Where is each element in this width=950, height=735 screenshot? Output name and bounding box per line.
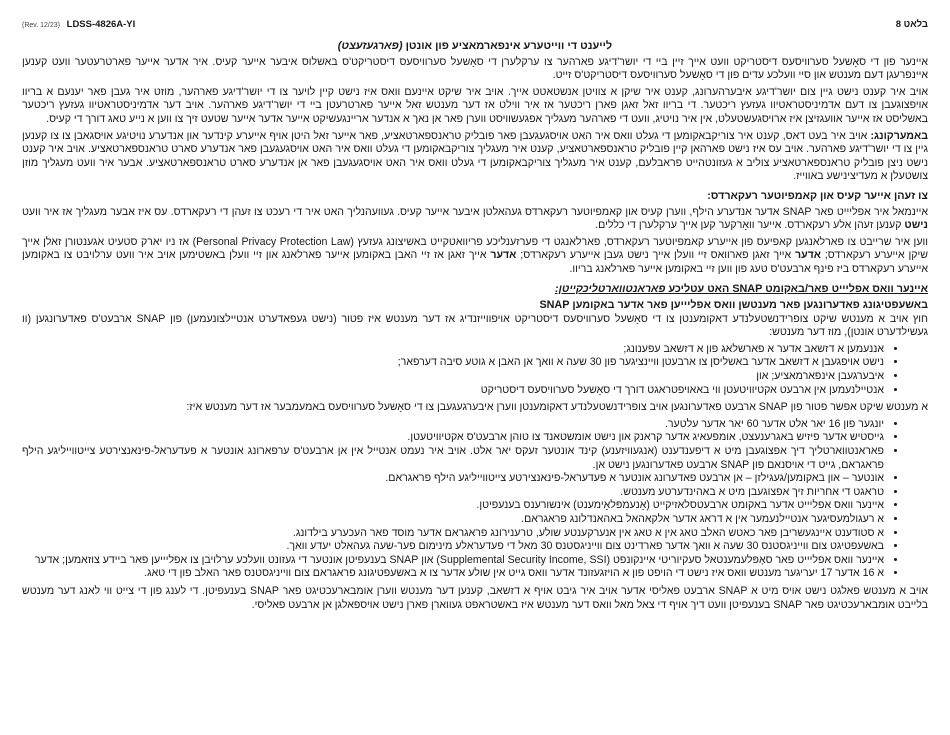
note-label: באמערקונג: — [870, 129, 928, 142]
snap-intro: חוץ אויב א מענטש שיקט צופרידנשטעלנדע דאקומענטן צו די סאָשעל סערוויסעס דיסטריקט אויפווייזנדיג אז דער מענטש איז פטור (נישט געפאדערט אנטיילצונעמען) פון SNAP ארבעט'ס פאדערונגען (וו געשילדערט אונטן), מוז דער מענטש: — [22, 312, 928, 339]
list-item: • טראגט די אחריות זיך אפצוגעבן מיט א באהינדערטע מענטש. — [22, 486, 884, 500]
list-item: • נישט אויפגעבן א דזשאב אדער באשליסן צו ארבעטן וויינציגער פון 30 שעה א וואך אן האבן א גוטע סיבה דערפאר; — [22, 356, 884, 370]
section-title-continued: (פארגעזעצט) — [337, 40, 403, 52]
snap-subheading: באשעפטיגונג פאדערונגען פאר מענטשן וואס אפליייען פאר אדער באקומען SNAP — [539, 299, 928, 312]
emphasis-or-2: אדער — [490, 249, 517, 262]
document-body — [22, 40, 928, 612]
form-id — [22, 18, 135, 33]
snap-final-paragraph: אויב א מענטש פאלגט נישט אויס מיט א SNAP ארבעט פאליסי אדער אויב איר גיבט אויף א דזשאב, קענען דער מענטש ווערן אומבארעכטיגט פאר SNAP בענעפיטן. די לענג פון די צייט ווי לאנג דער מענטש בלייבט אומבארעכטיגט פאר SNAP בענעפיטן וועט דיך אויף די צאל מאל וואס דער מענטש איז באשטראפט געווארן פארן נישט אויספאלגן אן ארבעט פאליסי. — [22, 584, 928, 611]
list-item: • גייסטיש אדער פיזיש באגרענעצט, אומפעאיג אדער קראנק און נישט אומשטאנד צו טוהן ארבעט'ס אקטיוויטעטן. — [22, 431, 884, 445]
snap-requirements-list — [22, 343, 928, 397]
snap-heading-italic: פאראנטווארטליכקייטן: — [555, 282, 666, 295]
emphasis-not: נישט — [904, 219, 928, 232]
section-title — [22, 40, 928, 54]
note-text: אויב איר בעט דאס, קענט איר צוריקבאקומען די געלט וואס איר האט אויסגעגעבן פאר פובליק טראנספארטאציע, פאר אייער זאל היטן אויף אייערע קינדער און אנדערע נויטיגע אויסגאבן צו צו קענען גיין צו די יושר'דיגע פארהער. אויב עס איז נישט פארהאן קיין פובליק טראנספארטאציע, קענט איר מעגליך צוריקבאקומען די געלט וואס איר האט אויסגעגעבן פאר אנדערע סארט טראנספארטאציע. אויב איר קענט נישט ניצן פובליק טראנספארטאציע צוליב א געזונטהייט פראבלעם, קענט איר מעגליך צוריקבאקומען די געלט וואס איר האט אויסגעגעבן פאר אן אנדערע סארט טראנספארטאציע. אבער איר וועט מעגליך מוזן צושטעלן א מעדיצינישע באווייז. — [22, 129, 928, 183]
paragraph-substitute: אויב איר קענט נישט גיין צום יושר'דיגע איבערהערונג, קענט איר שיקן א צוויטן אנשטאטט אייך. אויב איר שיקט איינעם וואס איז נישט קיין לויער צו די יושר'דיגע פארהער, מוזט איר געבן פאר יענעם א בריוו אויפצוגעבן צו דעם אדמיניסטראטיוו געזעץ ריכטער. די בריוו זאל זאגן פארן ריכטער אז איר ווילט אז דער מענטש זאל אייער פארטרעטן ביי די יושר'דיגע פארהער. אויב דער אדמיניסטראטיוו געזעץ ריכטער באשליסט אז אייער אוועגזיצן איז ארויסגעשטעלט, אין איר נויטיג, וועט די פארהער מעגליך אפגעשוויסט ווערן פאר אן נאך א אנדער אריינגעשיקט אייער אדער אייער שטעט זיך צו ווען א נייע טאג דורך די קעיס. — [22, 85, 928, 125]
list-item: • באשעפטיגט צום ווייניגסטנס 30 שעה א וואך אדער פארדינט צום ווייניגסטנס 30 מאל די פעדעראלע מינימום פער-שעה געהאלט יעדע וואך. — [22, 540, 884, 554]
records-heading: צו זעהן אייער קעיס און קאמפיוטער רעקארדס: — [707, 189, 928, 202]
list-item: • איינער וואס אפליייט אדער באקומט ארבעטסלאזיקייט (אָנעמפּלאָימענט) אינשורענס בענעפיטן. — [22, 499, 884, 513]
list-item: • א 16 אדער 17 יעריגער מענטש וואס איז נישט די הויפט פון א הויזגעזונד אדער וואס גייט אין שולע אדער צו א באשעפטיגונג פראגראם צום ווייניגסטנס פאר האלב פון די טאג. — [22, 567, 884, 581]
list-item: • יונגער פון 16 יאר אלט אדער 60 יאר אדער עלטער. — [22, 418, 884, 432]
list-item: • אננעמען א דזשאב אדער א פארשלאג פון א דזשאב עפענונג; — [22, 343, 884, 357]
list-item: • אונטער – און באקומען/געגילזן – אן ארבעט פאדערונג אונטער א פעדעראל-פינאנצירטע צייטווייליגע הילף פראגראם. — [22, 472, 884, 486]
form-number: LDSS-4826A-YI — [66, 19, 136, 30]
paragraph-note — [22, 130, 928, 184]
paragraph-representative: איינער פון די סאָשעל סערוויסעס דיסטריקט וועט אייך זיין ביי די יושר'דיגע פארהער צו ערקלערן די סאָשעל סערוויסעס דיסטריקט'ס באשלוס איבער אייער קעיס. איר אדער אייער פארטרעטער וועט קענען איינפרעגן דעם מענטש און סיי וועלכע עדים פון די סאָשעל סערוויסעס דיסטריקט'ס זייט. — [22, 55, 928, 82]
snap-exemptions-list — [22, 418, 928, 581]
snap-exempt-intro: א מענטש שיקט אפשר פטור פון SNAP ארבעט פאדערונגען אויב צופרידנשטעלנדע דאקומענטן ווערן איבערגעגעבן צו די סאָשעל סערוויסעס באמעמבער אז דער מענטש איז: — [186, 401, 928, 414]
list-item: • א סטודענט איינגעשריבן פאר כאטש האלב טאג אין א טאג אין אנערקענטע שולע, טרענירונג פראגראם אדער מוסד פאר העכערע בילדונג. — [22, 527, 884, 541]
list-item: • איינער וואס אפליייט פאר סאָפּלעמענטאל סעקיוריטי איינקונפט (Supplemental Security Income, SSI) און SNAP בענעפיטן אונטער די געזונט וועלכע ערלויבן צו אפליייען פאר ביידע צוזאמען; אדער — [22, 554, 884, 568]
emphasis-or-1: אדער — [794, 249, 822, 262]
section-title-main: לייענט די ווייטערע אינפארמאציע פון אונטן — [405, 40, 613, 52]
list-item: • אנטיילנעמען אין ארבעט אקטיוויטעטן ווי באאויפטראגט דורך די סאָשעל סערוויסעס דיסטריקט — [22, 384, 884, 398]
records-paragraph-1: איינמאל איר אפליייט פאר SNAP אדער אנדערע הילף, ווערן קעיס און קאמפיוטער רעקארדס געהאלטן איבער אייער קעיס. געוועהנליך האט איר די רעכט צו זעהן די רעקארדס. עס איז אבער מעגליך אז איר וועט נישט קענען זעהן אלע רעקארדס. אייער וואָרקער קען אייך ערקלערן די כללים. — [22, 205, 928, 232]
list-item: • א רעגולמעסיגער אנטיילנעמער אין א דראג אדער אלקאהאל באהאנדלונג פראגראם. — [22, 513, 884, 527]
records-paragraph-2: ווען איר שרייבט צו פארלאנגען קאפיעס פון אייערע קאמפיוטער רעקארדס, פארלאנגט די פערזענליכע פריוואטקייט באשיצונג געזעץ (Personal Privacy Protection Law) אז ניו יארק סטעיט אגענטורן זאלן אייך שיקן אייערע רעקארדס; אדער אייך זאגן פארוואס זיי וועלן אייך נישט געבן אייערע רעקארדס; אדער אייך זאגן אז זיי האבן באקומען אייער פארלאנג און זיי וועלן באשטימען אויב איר וועט ערלויבט צו באקומען אייערע רעקארדס ביז פינף ארבעט'ס טעג פון ווען זיי באקומען אייער פארלאנג בריוו. — [22, 235, 928, 275]
page-header — [22, 18, 928, 36]
list-item: • פאראנטווארטליך דיך אפצוגעבן מיט א דיפענדענט (אנגעוויזענע) קינד אונטער זעקס יאר אלט. אויב איר נעמט אנטייל אין אן ארבעט'ס ערפארונג אונטער א פעדעראל-פינאנצירטע צייטווייליגע הילף פראגראם, גייט די אויסנאם פון SNAP ארבעט פאדערונגען נישט אן. — [22, 445, 884, 472]
page-number: בלאט 8 — [895, 19, 928, 30]
form-revision: (Rev. 12/23) — [22, 22, 60, 29]
snap-heading: איינער וואס אפליייט פאר/באקומט SNAP האט עטליכע פאראנטווארטליכקייטן: — [555, 282, 928, 295]
list-item: • איבערגעבן אינפארמאציע; און — [22, 370, 884, 384]
